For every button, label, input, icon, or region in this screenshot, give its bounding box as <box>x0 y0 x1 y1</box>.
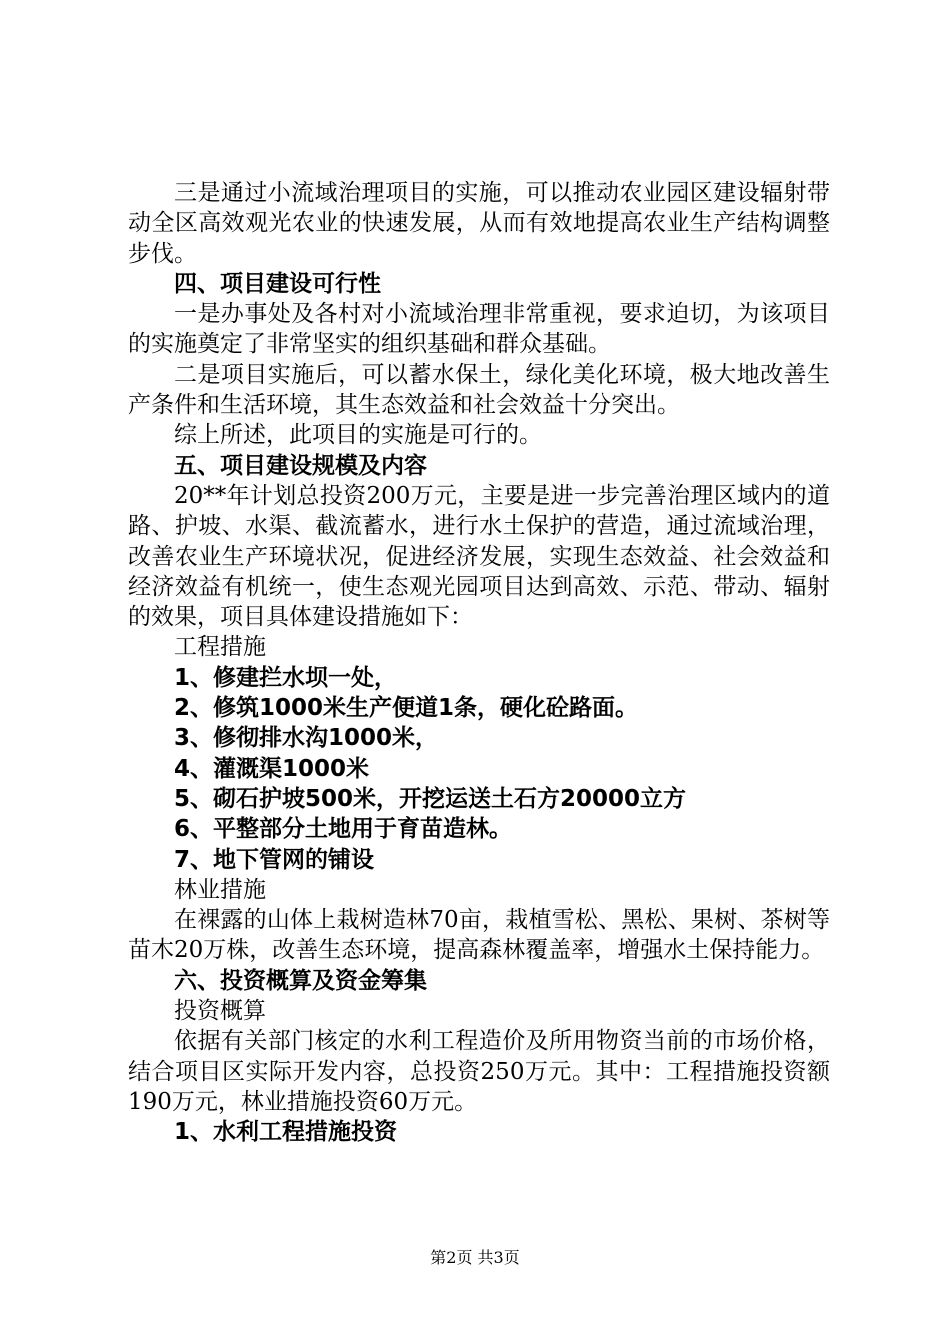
list-item: 5、砌石护坡500米，开挖运送土石方20000立方 <box>174 785 687 812</box>
paragraph-1: 三是通过小流域治理项目的实施，可以推动农业园区建设辐射带动全区高效观光农业的快速发展，从而有效地提高农业生产结构调整步伐。 <box>128 180 830 267</box>
section-heading-6: 六、投资概算及资金筹集 <box>174 967 427 994</box>
paragraph-5: 20**年计划总投资200万元，主要是进一步完善治理区域内的道路、护坡、水渠、截流蓄水，进行水土保护的营造，通过流域治理，改善农业生产环境状况，促进经济发展，实现生态效益、社会效益和经济效益有机统一，使生态观光园项目达到高效、示范、带动、辐射的效果，项目具体建设措施如下： <box>128 482 830 631</box>
list-item: 4、灌溉渠1000米 <box>174 755 370 782</box>
list-item: 7、地下管网的铺设 <box>174 846 375 873</box>
list-item: 2、修筑1000米生产便道1条，硬化砼路面。 <box>174 695 639 722</box>
list-item: 6、平整部分土地用于育苗造林。 <box>174 816 513 843</box>
subheading-engineering: 工程措施 <box>174 634 266 661</box>
paragraph-3: 二是项目实施后，可以蓄水保土，绿化美化环境，极大地改善生产条件和生活环境，其生态效益和社会效益十分突出。 <box>128 361 830 419</box>
list-item: 1、修建拦水坝一处， <box>174 664 398 691</box>
document-body <box>128 178 830 1148</box>
list-item: 1、水利工程措施投资 <box>174 1119 398 1146</box>
paragraph-7: 依据有关部门核定的水利工程造价及所用物资当前的市场价格，结合项目区实际开发内容，总投资250万元。其中：工程措施投资额190万元，林业措施投资60万元。 <box>128 1028 830 1115</box>
section-heading-5: 五、项目建设规模及内容 <box>174 452 427 479</box>
section-heading-4: 四、项目建设可行性 <box>174 270 381 297</box>
paragraph-2: 一是办事处及各村对小流域治理非常重视，要求迫切，为该项目的实施奠定了非常坚实的组织基础和群众基础。 <box>128 301 830 358</box>
paragraph-4: 综上所述，此项目的实施是可行的。 <box>174 422 542 449</box>
subheading-forestry: 林业措施 <box>174 876 266 903</box>
list-item: 3、修彻排水沟1000米， <box>174 725 439 752</box>
paragraph-6: 在裸露的山体上栽树造林70亩，栽植雪松、黑松、果树、茶树等苗木20万株，改善生态环境，提高森林覆盖率，增强水土保持能力。 <box>128 907 830 964</box>
page-footer: 第2页 共3页 <box>430 1248 520 1267</box>
subheading-investment: 投资概算 <box>174 998 266 1025</box>
